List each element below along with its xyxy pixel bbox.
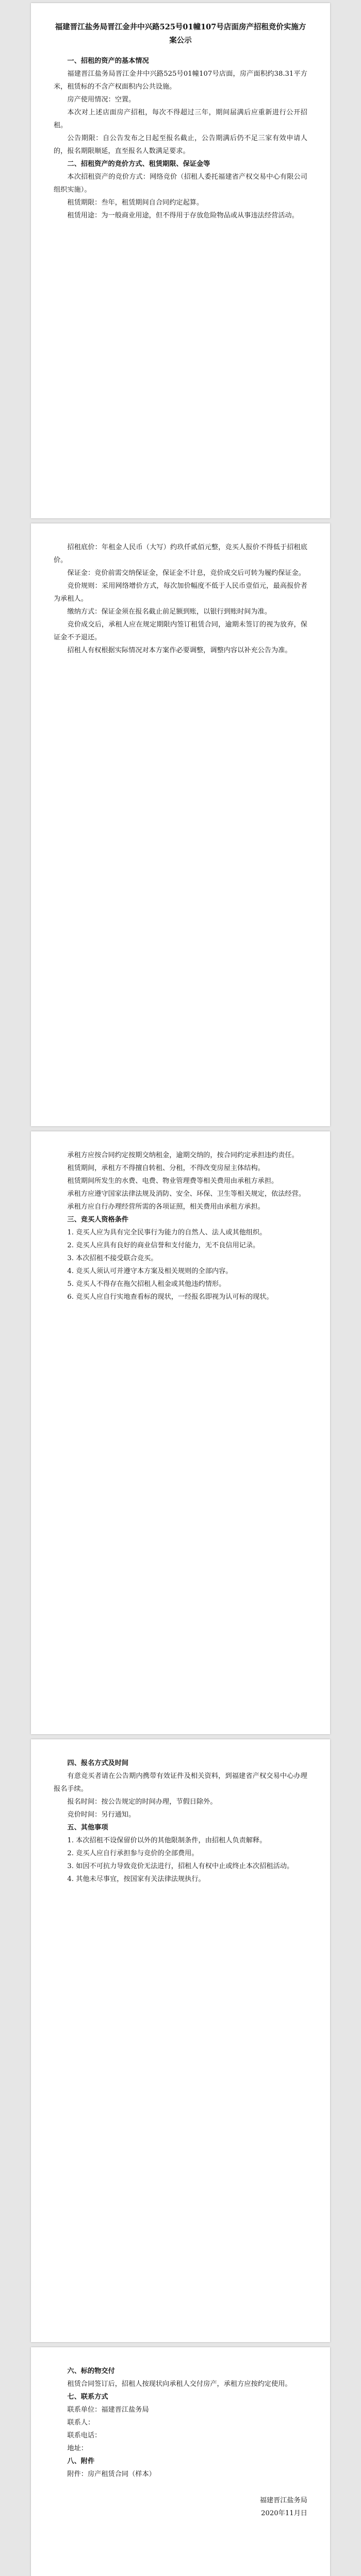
paragraph: 承租方应自行办理经营所需的各项证照，相关费用由承租方承担。 — [67, 1203, 265, 1211]
paragraph: 竞价成交后，承租人应在规定期限内签订租赁合同，逾期未签订的视为放弃，保证金不予退还。 — [54, 621, 307, 641]
paragraph: 租赁合同签订后，招租人按现状向承租人交付房产，承租方应按约定使用。 — [67, 2380, 292, 2388]
paragraph: 4. 竞买人须认可并遵守本方案及相关规则的全部内容。 — [67, 1267, 233, 1275]
paragraph: 竞价时间：另行通知。 — [67, 1811, 136, 1819]
contact-phone: 联系电话： — [67, 2432, 102, 2439]
paragraph: 1. 竞买人应为具有完全民事行为能力的自然人、法人或其他组织。 — [67, 1229, 267, 1236]
page-5 — [31, 2347, 330, 2576]
paragraph: 2. 竞买人应具有良好的商业信誉和支付能力，无不良信用记录。 — [67, 1242, 260, 1249]
paragraph: 4. 其他未尽事宜，按国家有关法律法规执行。 — [67, 1875, 205, 1883]
section-heading: 七、联系方式 — [67, 2393, 108, 2401]
paragraph: 招租人有权根据实际情况对本方案作必要调整，调整内容以补充公告为准。 — [67, 647, 292, 654]
paragraph: 缴纳方式：保证金须在报名截止前足额到账，以银行到账时间为准。 — [67, 608, 272, 616]
contact-org: 联系单位：福建晋江盐务局 — [67, 2406, 149, 2414]
paragraph: 本次招租资产的竞价方式：网络竞价（招租人委托福建省产权交易中心有限公司组织实施）。 — [54, 173, 307, 194]
section-heading: 一、招租的资产的基本情况 — [67, 57, 149, 65]
paragraph: 6. 竞买人应自行实地查看标的现状，一经报名即视为认可标的现状。 — [67, 1293, 273, 1301]
paragraph: 1. 本次招租不设保留价以外的其他限制条件，由招租人负责解释。 — [67, 1837, 267, 1844]
paragraph: 承租方应遵守国家法律法规及消防、安全、环保、卫生等相关规定，依法经营。 — [67, 1190, 305, 1198]
signature-org: 福建晋江盐务局 — [259, 2497, 307, 2504]
section-heading: 八、附件 — [67, 2458, 95, 2465]
page-4 — [31, 1739, 330, 2342]
paragraph: 本次对上述店面房产招租，每次不得超过三年，期间届满后应重新进行公开招租。 — [54, 109, 307, 129]
paragraph: 报名时间：按公告规定的时间办理，节假日除外。 — [67, 1798, 217, 1806]
paragraph: 竞价规则：采用网络增价方式，每次加价幅度不低于人民币壹佰元，最高报价者为承租人。 — [54, 582, 307, 603]
section-heading: 三、竞买人资格条件 — [67, 1216, 129, 1224]
paragraph: 5. 竞买人不得存在拖欠招租人租金或其他违约情形。 — [67, 1280, 226, 1288]
contact-person: 联系人： — [67, 2419, 95, 2427]
page-3 — [31, 1131, 330, 1734]
page-title: 福建晋江盐务局晋江金井中兴路525号01幢107号店面房产招租竞价实施方案公示 — [55, 23, 306, 45]
section-heading: 四、报名方式及时间 — [67, 1759, 129, 1767]
attachment: 附件：房产租赁合同（样本） — [67, 2470, 156, 2478]
paragraph: 承租方应按合同约定按期交纳租金，逾期交纳的，按合同约定承担违约责任。 — [67, 1151, 299, 1159]
page-2 — [31, 523, 330, 1126]
section-heading: 二、招租资产的竞价方式、租赁期限、保证金等 — [67, 160, 210, 168]
signature-date: 2020年11月日 — [261, 2510, 307, 2517]
page-1 — [31, 3, 330, 518]
paragraph: 租赁期限：叁年，租赁期间自合同约定起算。 — [67, 199, 204, 207]
paragraph: 租赁期间，承租方不得擅自转租、分租，不得改变房屋主体结构。 — [67, 1164, 265, 1172]
paragraph: 招租底价：年租金人民币（大写）约玖仟贰佰元整，竞买人报价不得低于招租底价。 — [54, 544, 307, 564]
paragraph: 有意竞买者请在公告期内携带有效证件及相关资料，到福建省产权交易中心办理报名手续。 — [54, 1772, 307, 1793]
paragraph: 房产使用情况：空置。 — [67, 96, 136, 104]
paragraph: 3. 本次招租不接受联合竞买。 — [67, 1255, 158, 1262]
contact-address: 地址： — [67, 2445, 88, 2452]
paragraph: 公告期限：自公告发布之日起至报名截止，公告期满后仍不足三家有效申请人的，报名期限顺延，直至报名人数满足要求。 — [54, 134, 307, 155]
section-heading: 六、标的物交付 — [67, 2367, 115, 2375]
section-heading: 五、其他事项 — [67, 1824, 108, 1832]
paragraph: 租赁用途：为一般商业用途，但不得用于存放危险物品或从事违法经营活动。 — [67, 212, 299, 219]
paragraph: 租赁期间所发生的水费、电费、物业管理费等相关费用由承租方承担。 — [67, 1177, 278, 1185]
paragraph: 2. 竞买人应自行承担参与竞价的全部费用。 — [67, 1850, 199, 1857]
paragraph: 保证金：竞价前需交纳保证金，保证金不计息，竞价成交后可转为履约保证金。 — [67, 569, 305, 577]
paragraph: 福建晋江盐务局晋江金井中兴路525号01幢107号店面，房产面积约38.31平方米，租赁标的不含产权面积内公共设施。 — [54, 70, 307, 91]
paragraph: 3. 如因不可抗力导致竞价无法进行，招租人有权中止或终止本次招租活动。 — [67, 1862, 294, 1870]
